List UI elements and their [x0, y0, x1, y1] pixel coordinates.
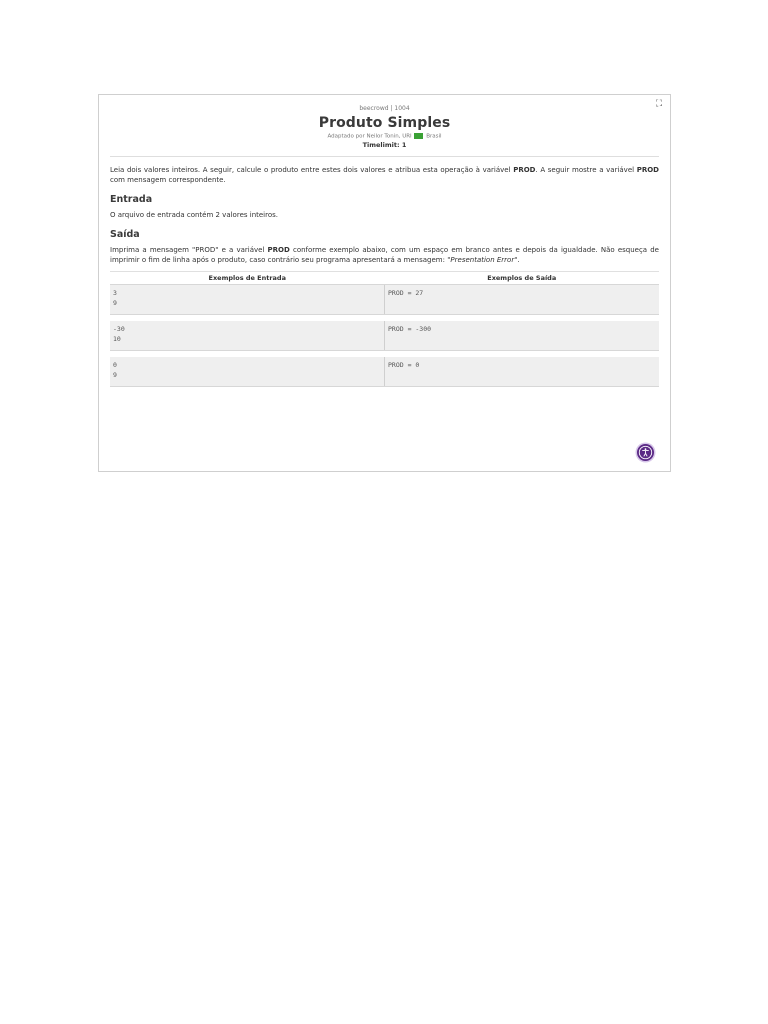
description-text-2: . A seguir mostre a variável	[535, 165, 637, 174]
output-bold: PROD	[267, 245, 290, 254]
example-input-line: 0	[113, 360, 117, 369]
description-text-1: Leia dois valores inteiros. A seguir, calcule o produto entre estes dois valores e atribua esta operação à variável	[110, 165, 514, 174]
table-row	[110, 357, 659, 387]
example-input-line: 9	[113, 298, 117, 307]
output-text-1: Imprima a mensagem "PROD" e a variável	[110, 245, 268, 254]
examples-input-header: Exemplos de Entrada	[110, 271, 385, 284]
table-row	[110, 321, 659, 351]
example-output-cell	[385, 321, 660, 351]
example-input-line: 9	[113, 370, 117, 379]
output-description	[110, 245, 659, 265]
example-input-cell	[110, 357, 385, 387]
example-output-cell	[385, 357, 660, 387]
problem-source: beecrowd | 1004	[359, 105, 410, 112]
table-row	[110, 284, 659, 314]
example-input-cell	[110, 321, 385, 351]
accessibility-figure	[637, 444, 654, 461]
example-input-line: 10	[113, 334, 121, 343]
description-bold-2: PROD	[636, 165, 659, 174]
example-output-line: PROD = 27	[388, 288, 424, 297]
output-heading: Saída	[110, 228, 140, 240]
timelimit: Timelimit: 1	[362, 140, 407, 149]
header-divider	[110, 156, 659, 157]
examples-output-header: Exemplos de Saída	[385, 271, 660, 284]
example-input-cell	[110, 284, 385, 314]
output-text-2: conforme exemplo abaixo, com um espaço em branco antes e depois da igualdade. Não esqueça de imprimir o fim de linha após o produto, caso contrário seu programa apresentará a mensagem:	[110, 245, 659, 264]
output-italic: "Presentation Error"	[447, 255, 518, 264]
problem-title: Produto Simples	[318, 115, 451, 131]
examples-table	[110, 271, 659, 387]
author-text: Adaptado por Neilor Tonin, URI	[327, 133, 412, 140]
description-text-3: com mensagem correspondente.	[110, 175, 226, 184]
problem-header	[99, 95, 670, 149]
author-country: Brasil	[426, 133, 442, 140]
problem-description	[110, 165, 659, 185]
expand-icon[interactable]: ⛶	[655, 99, 663, 109]
example-output-line: PROD = -300	[388, 324, 432, 333]
example-input-line: 3	[113, 288, 117, 297]
problem-card	[98, 94, 671, 472]
description-bold-1: PROD	[513, 165, 536, 174]
input-heading: Entrada	[110, 193, 153, 205]
input-description: O arquivo de entrada contém 2 valores inteiros.	[110, 210, 279, 219]
problem-content	[99, 165, 670, 387]
example-output-line: PROD = 0	[388, 360, 420, 369]
example-input-line: -30	[113, 324, 125, 333]
problem-author	[99, 133, 670, 140]
example-output-cell	[385, 284, 660, 314]
brazil-flag-icon	[414, 133, 423, 139]
accessibility-icon[interactable]	[637, 444, 654, 461]
output-text-3: .	[517, 255, 520, 264]
